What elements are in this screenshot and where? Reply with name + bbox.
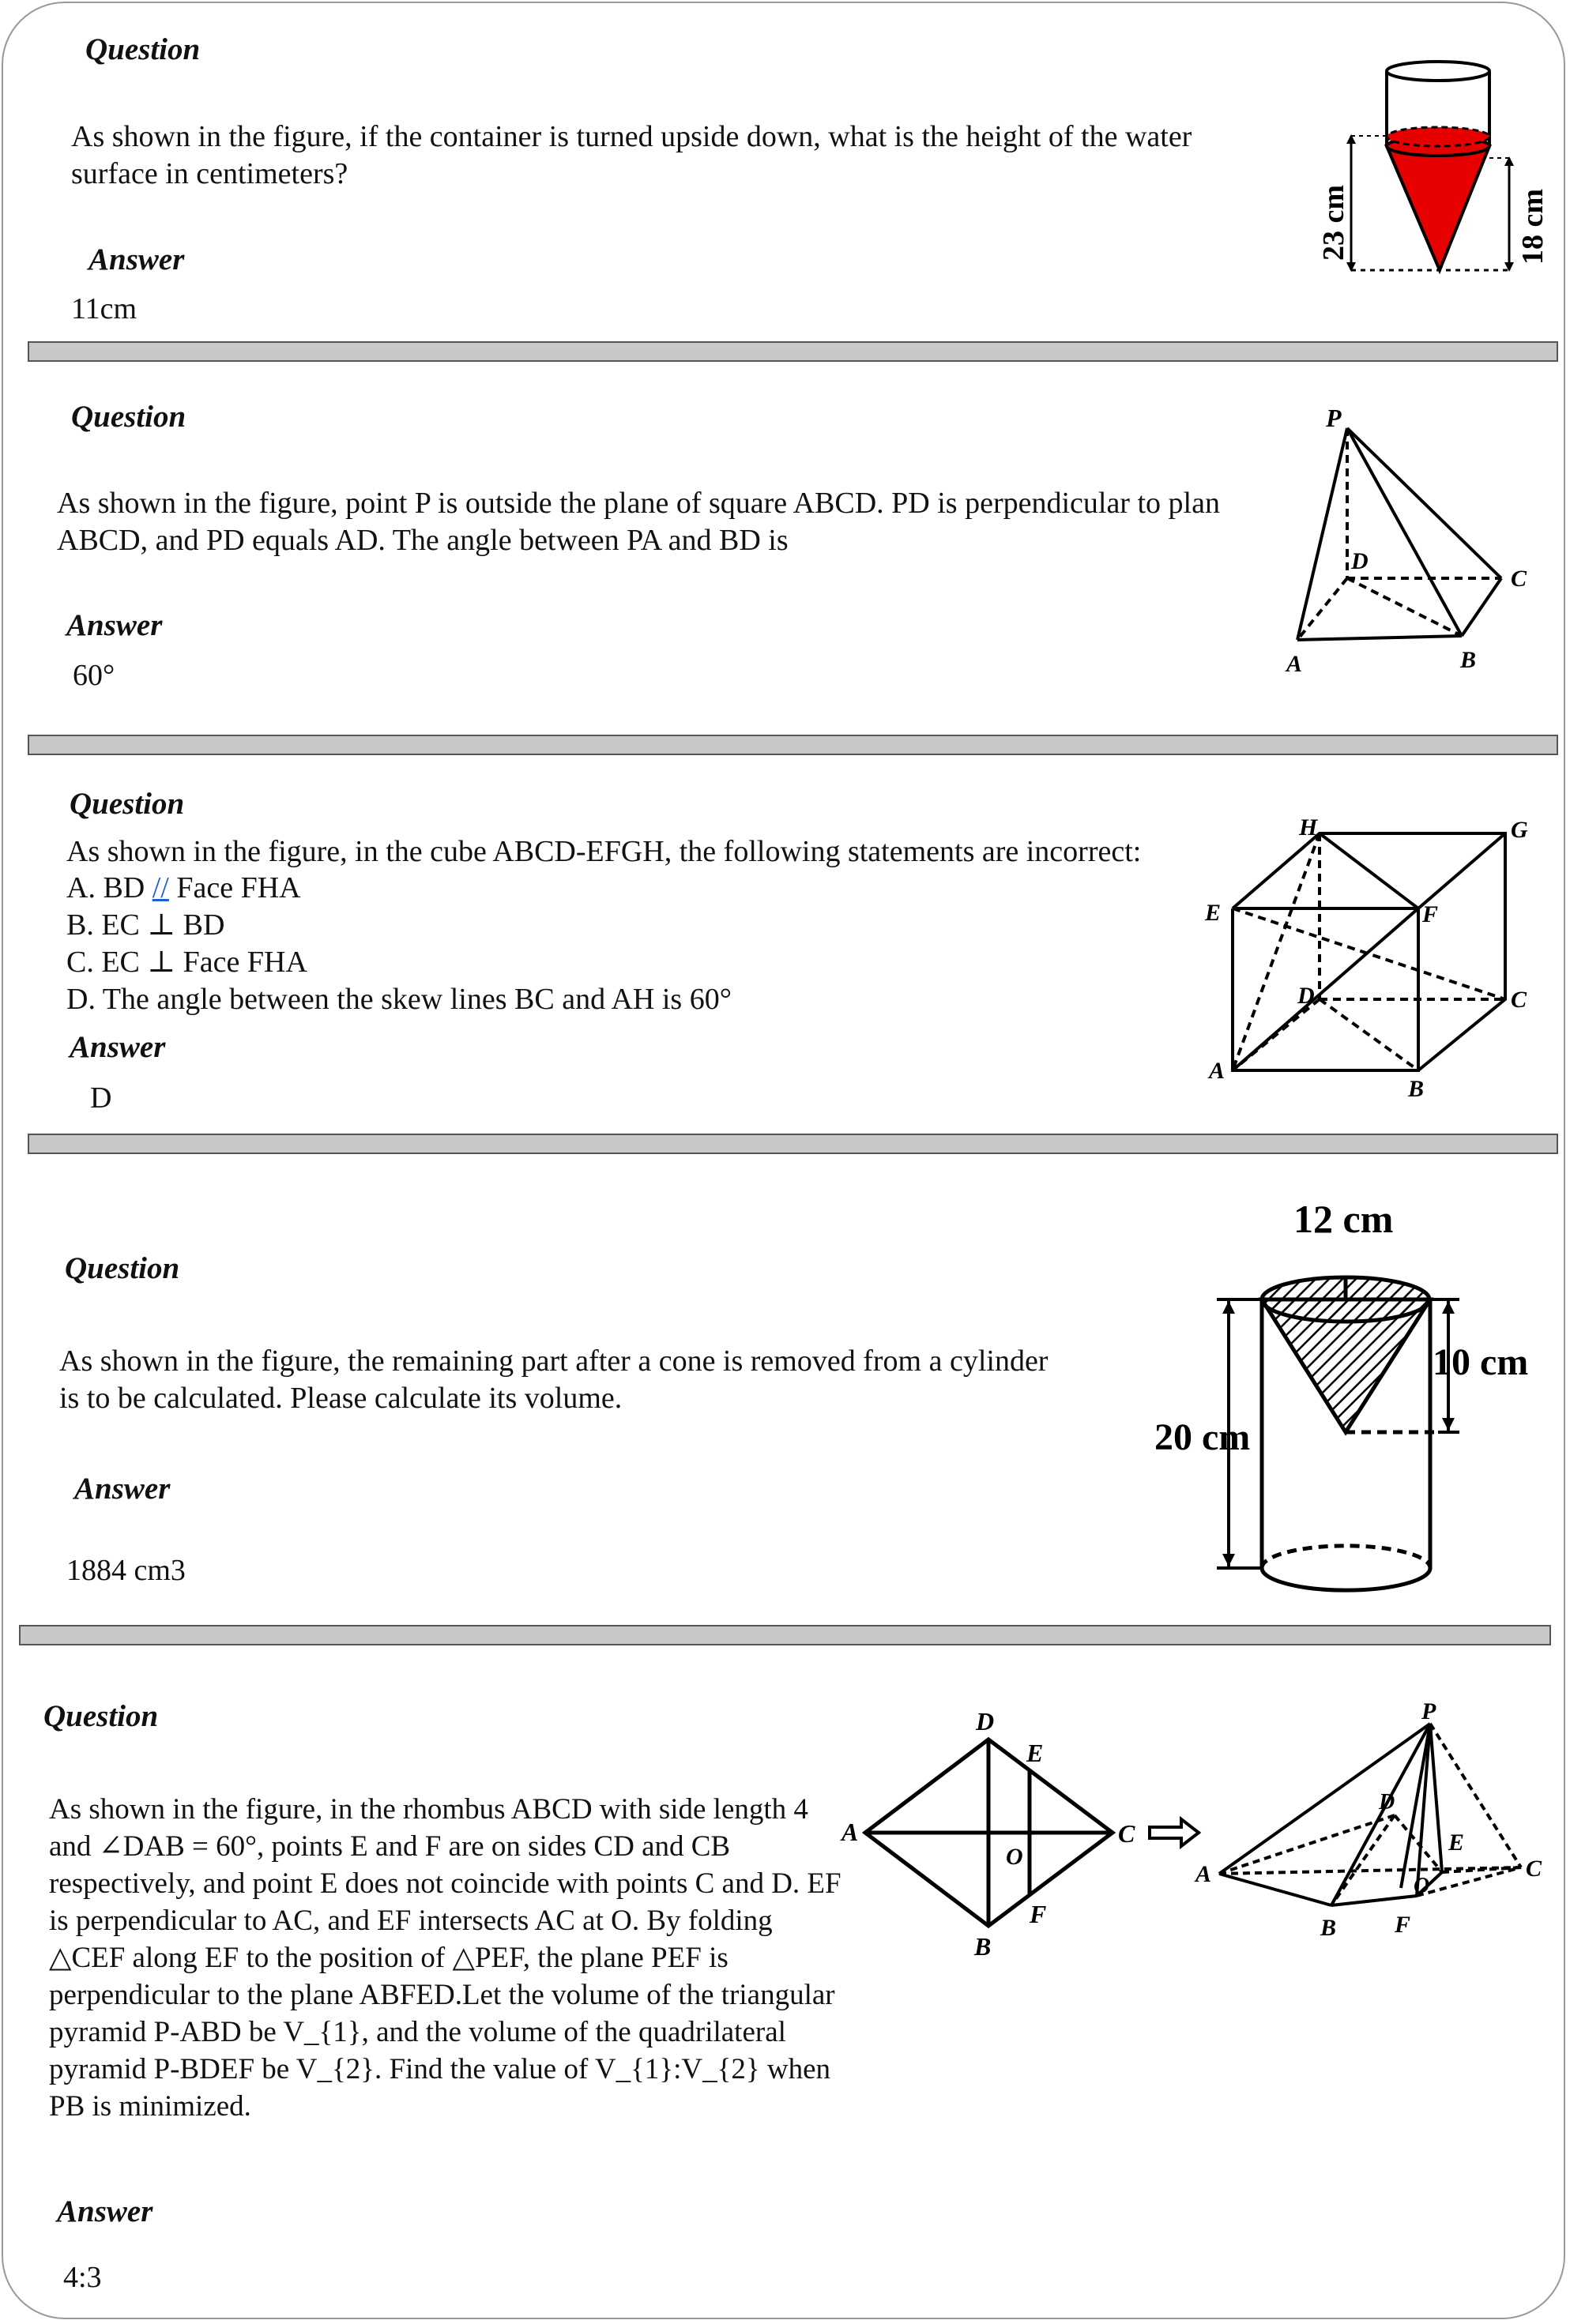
vertex-label: P	[1326, 404, 1342, 432]
rhombus-drawing	[865, 1739, 1113, 1926]
pyramid-drawing	[1297, 428, 1501, 640]
fold-arrow	[1150, 1819, 1199, 1846]
vertex-label: E	[1448, 1829, 1465, 1856]
label-23cm: 23 cm	[1317, 184, 1350, 261]
vertex-label: A	[841, 1818, 859, 1846]
question-text: As shown in the figure, point P is outside the plane of square ABCD. PD is perpendicular to plan ABCD, and PD equals AD. The angle between PA and BD is	[57, 487, 1220, 557]
answer-text: 11cm	[71, 292, 137, 325]
vertex-label: P	[1421, 1698, 1436, 1724]
vertex-label: D	[1297, 983, 1315, 1009]
separator	[28, 1134, 1558, 1154]
option-c: C. EC ⊥ Face FHA	[66, 946, 307, 979]
question-text: As shown in the figure, in the rhombus ABCD with side length 4 and ∠DAB = 60°, points E and F are on sides CD and CB respectively, and point E does not coincide with points C and D. EF is perpendicular to AC, and EF intersects AC at O. By folding △CEF along EF to the position of △PEF, the plane PEF is perpendicular to the plane ABFED.Let the volume of the triangular pyramid P-ABD be V_{1}, and the volume of the quadrilateral pyramid P-BDEF be V_{2}. Find the value of V_{1}:V_{2} when PB is minimized.	[49, 1793, 841, 2123]
vertex-label: O	[1006, 1844, 1023, 1870]
vertex-label: E	[1205, 900, 1222, 926]
rhombus-folding-figure	[841, 1698, 1553, 1967]
vertex-label: C	[1511, 566, 1527, 592]
vertex-label: D	[1351, 548, 1369, 574]
vertex-label: F	[1422, 901, 1439, 927]
answer-text: 60°	[73, 659, 115, 692]
parallel-symbol-link[interactable]: //	[152, 871, 169, 904]
cylinder-cone-figure	[1150, 1189, 1553, 1619]
answer-text: D	[90, 1081, 112, 1115]
vertex-label: B	[1408, 1076, 1425, 1102]
vertex-label: B	[1320, 1915, 1337, 1941]
water-container-drawing	[1346, 62, 1514, 272]
vertex-label: D	[1379, 1790, 1395, 1814]
separator	[19, 1625, 1551, 1645]
option-d: D. The angle between the skew lines BC and AH is 60°	[66, 983, 732, 1016]
answer-text: 1884 cm3	[66, 1554, 186, 1587]
vertex-label: B	[1460, 647, 1477, 673]
dimension-label-12cm: 12 cm	[1293, 1197, 1394, 1241]
answer-label: Answer	[57, 2194, 153, 2228]
vertex-label: D	[976, 1707, 995, 1735]
question-label: Question	[43, 1699, 159, 1733]
answer-text: 4:3	[63, 2261, 102, 2294]
vertex-label: E	[1026, 1739, 1044, 1767]
vertex-label: C	[1118, 1819, 1135, 1848]
pyramid-drawing	[1219, 1724, 1521, 1905]
vertex-label: A	[1286, 651, 1303, 677]
answer-label: Answer	[66, 608, 163, 642]
question-label: Question	[71, 400, 186, 434]
option-a: A. BD // Face FHA	[66, 871, 301, 904]
separator	[28, 735, 1558, 755]
vertex-label: A	[1209, 1058, 1226, 1084]
question-label: Question	[85, 32, 201, 66]
question-intro: As shown in the figure, in the cube ABCD-EFGH, the following statements are incorrect:	[66, 835, 1142, 868]
label-18cm: 18 cm	[1516, 188, 1549, 265]
cube-figure	[1201, 810, 1541, 1102]
vertex-label: A	[1195, 1861, 1212, 1887]
vertex-label: G	[1511, 817, 1528, 843]
dimension-label-10cm: 10 cm	[1433, 1341, 1529, 1383]
question-label: Question	[65, 1251, 180, 1285]
option-b: B. EC ⊥ BD	[66, 908, 225, 942]
answer-label: Answer	[74, 1472, 171, 1506]
separator	[28, 341, 1558, 362]
vertex-label: C	[1526, 1856, 1542, 1882]
answer-label: Answer	[88, 243, 185, 276]
dimension-label-20cm: 20 cm	[1154, 1416, 1251, 1458]
pyramid-square-base-figure	[1264, 404, 1564, 679]
vertex-label: H	[1299, 814, 1318, 840]
question-text	[66, 833, 1236, 871]
cylinder-drawing	[1217, 1277, 1459, 1590]
vertex-label: C	[1511, 987, 1527, 1013]
question-text: As shown in the figure, the remaining part after a cone is removed from a cylinder is to be calculated. Please calculate its volume.	[59, 1344, 1049, 1415]
vertex-label: F	[1030, 1900, 1047, 1928]
vertex-label: F	[1395, 1912, 1411, 1938]
cone-in-cylinder-figure	[1312, 55, 1549, 284]
answer-label: Answer	[70, 1030, 166, 1064]
question-label: Question	[70, 787, 185, 821]
cube-drawing	[1233, 833, 1505, 1070]
question-text: As shown in the figure, if the container is turned upside down, what is the height of the water surface in centimeters?	[71, 120, 1192, 190]
vertex-label: O	[1414, 1874, 1430, 1898]
vertex-label: B	[974, 1932, 992, 1961]
